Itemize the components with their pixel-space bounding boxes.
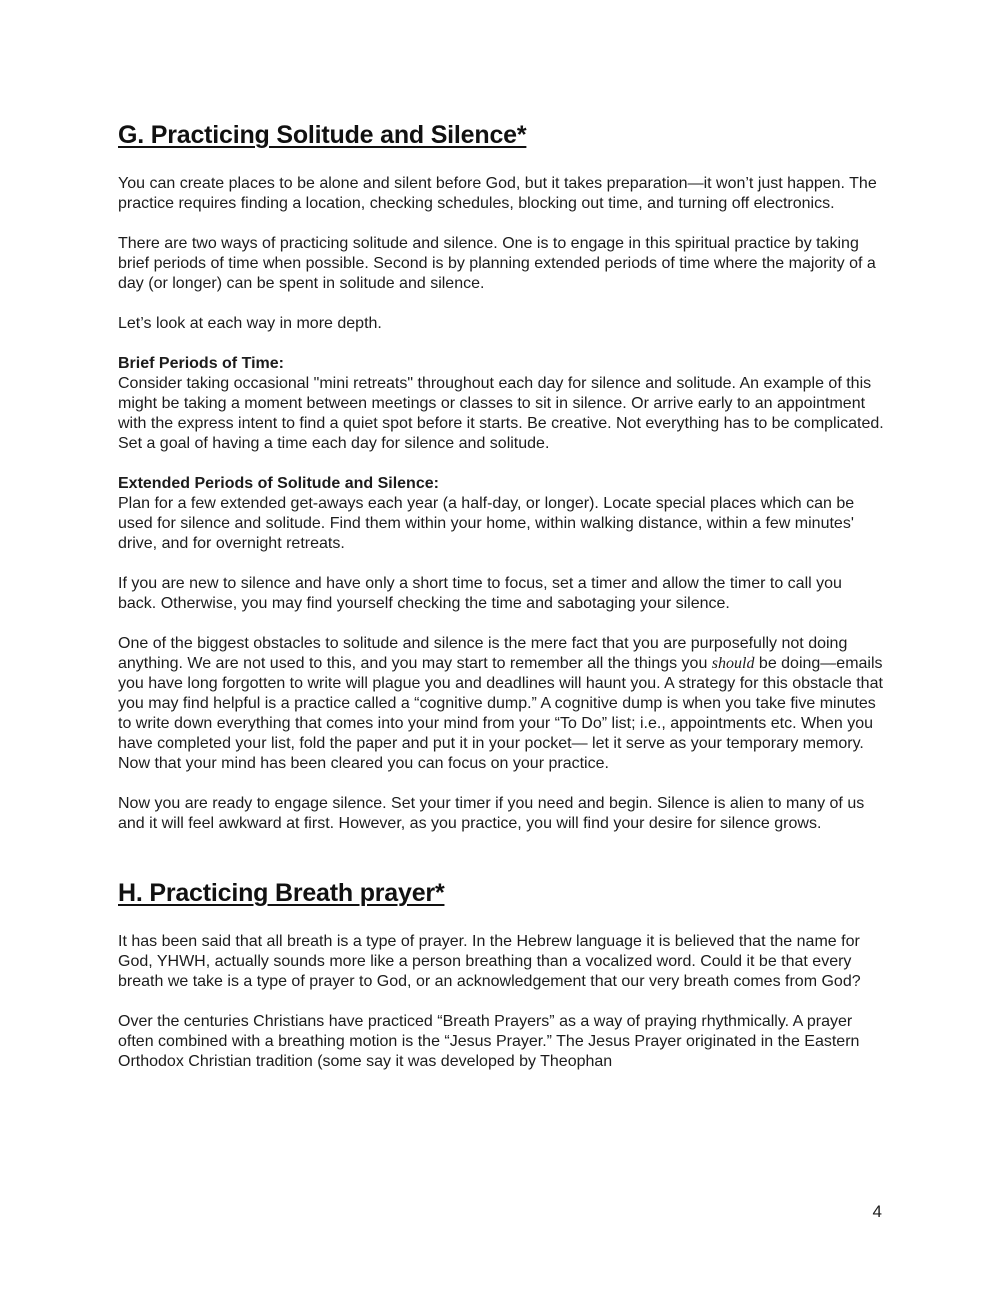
section-g-heading-text: G. Practicing Solitude and Silence* bbox=[118, 121, 527, 149]
paragraph-breath-intro: It has been said that all breath is a type of prayer. In the Hebrew language it is believed that the name for God, YHWH, actually sounds more like a person breathing than a vocalized word. Could it be that every breath we take is a type of prayer to God, or an acknowledgement that our very breath comes from God? bbox=[118, 933, 861, 990]
obstacles-text-before: One of the biggest obstacles to solitude and silence is the mere fact that you are purposefully not doing anything. We are not used to this, and you may start to remember all the things you bbox=[118, 635, 848, 672]
section-h-heading-text: H. Practicing Breath prayer* bbox=[118, 879, 445, 907]
page-content bbox=[118, 120, 884, 1092]
brief-periods-subhead: Brief Periods of Time: bbox=[118, 355, 284, 372]
paragraph-obstacles bbox=[118, 634, 884, 774]
section-h-heading bbox=[118, 878, 884, 908]
paragraph-breath-prayers: Over the centuries Christians have practiced “Breath Prayers” as a way of praying rhythmically. A prayer often combined with a breathing motion is the “Jesus Prayer.” The Jesus Prayer originated in the Eastern Orthodox Christian tradition (some say it was developed by Theophan bbox=[118, 1013, 860, 1070]
extended-periods-subhead: Extended Periods of Solitude and Silence: bbox=[118, 475, 439, 492]
brief-periods-body: Consider taking occasional "mini retreats" throughout each day for silence and solitude. An example of this might be taking a moment between meetings or classes to sit in silence. Or arrive early to an appointment with the express intent to find a quiet spot before it starts. Be creative. Not everything has to be complicated. Set a goal of having a time each day for silence and solitude. bbox=[118, 375, 884, 452]
paragraph-preparation: You can create places to be alone and silent before God, but it takes preparation—it won’t just happen. The practice requires finding a location, checking schedules, blocking out time, and turning off electronics. bbox=[118, 175, 877, 212]
page-number: 4 bbox=[872, 1202, 882, 1221]
paragraph-lets-look: Let’s look at each way in more depth. bbox=[118, 315, 382, 332]
paragraph-two-ways: There are two ways of practicing solitude and silence. One is to engage in this spiritual practice by taking brief periods of time when possible. Second is by planning extended periods of time where the majority of a day (or longer) can be spent in solitude and silence. bbox=[118, 235, 876, 292]
obstacles-text-after: be doing—emails you have long forgotten to write will plague you and deadlines will haunt you. A strategy for this obstacle that you may find helpful is a practice called a “cognitive dump.” A cognitive dump is when you take five minutes to write down everything that comes into your mind from your “To Do” list; i.e., appointments etc. When you have completed your list, fold the paper and put it in your pocket— let it serve as your temporary memory. Now that your mind has been cleared you can focus on your practice. bbox=[118, 655, 883, 772]
paragraph-ready: Now you are ready to engage silence. Set your timer if you need and begin. Silence is alien to many of us and it will feel awkward at first. However, as you practice, you will find your desire for silence grows. bbox=[118, 795, 865, 832]
extended-periods-body: Plan for a few extended get-aways each year (a half-day, or longer). Locate special places which can be used for silence and solitude. Find them within your home, within walking distance, within a few minutes' drive, and for overnight retreats. bbox=[118, 495, 855, 552]
section-g-heading bbox=[118, 120, 884, 150]
paragraph-timer: If you are new to silence and have only a short time to focus, set a timer and allow the timer to call you back. Otherwise, you may find yourself checking the time and sabotaging your silence. bbox=[118, 575, 842, 612]
obstacles-italic-word: should bbox=[711, 655, 755, 672]
